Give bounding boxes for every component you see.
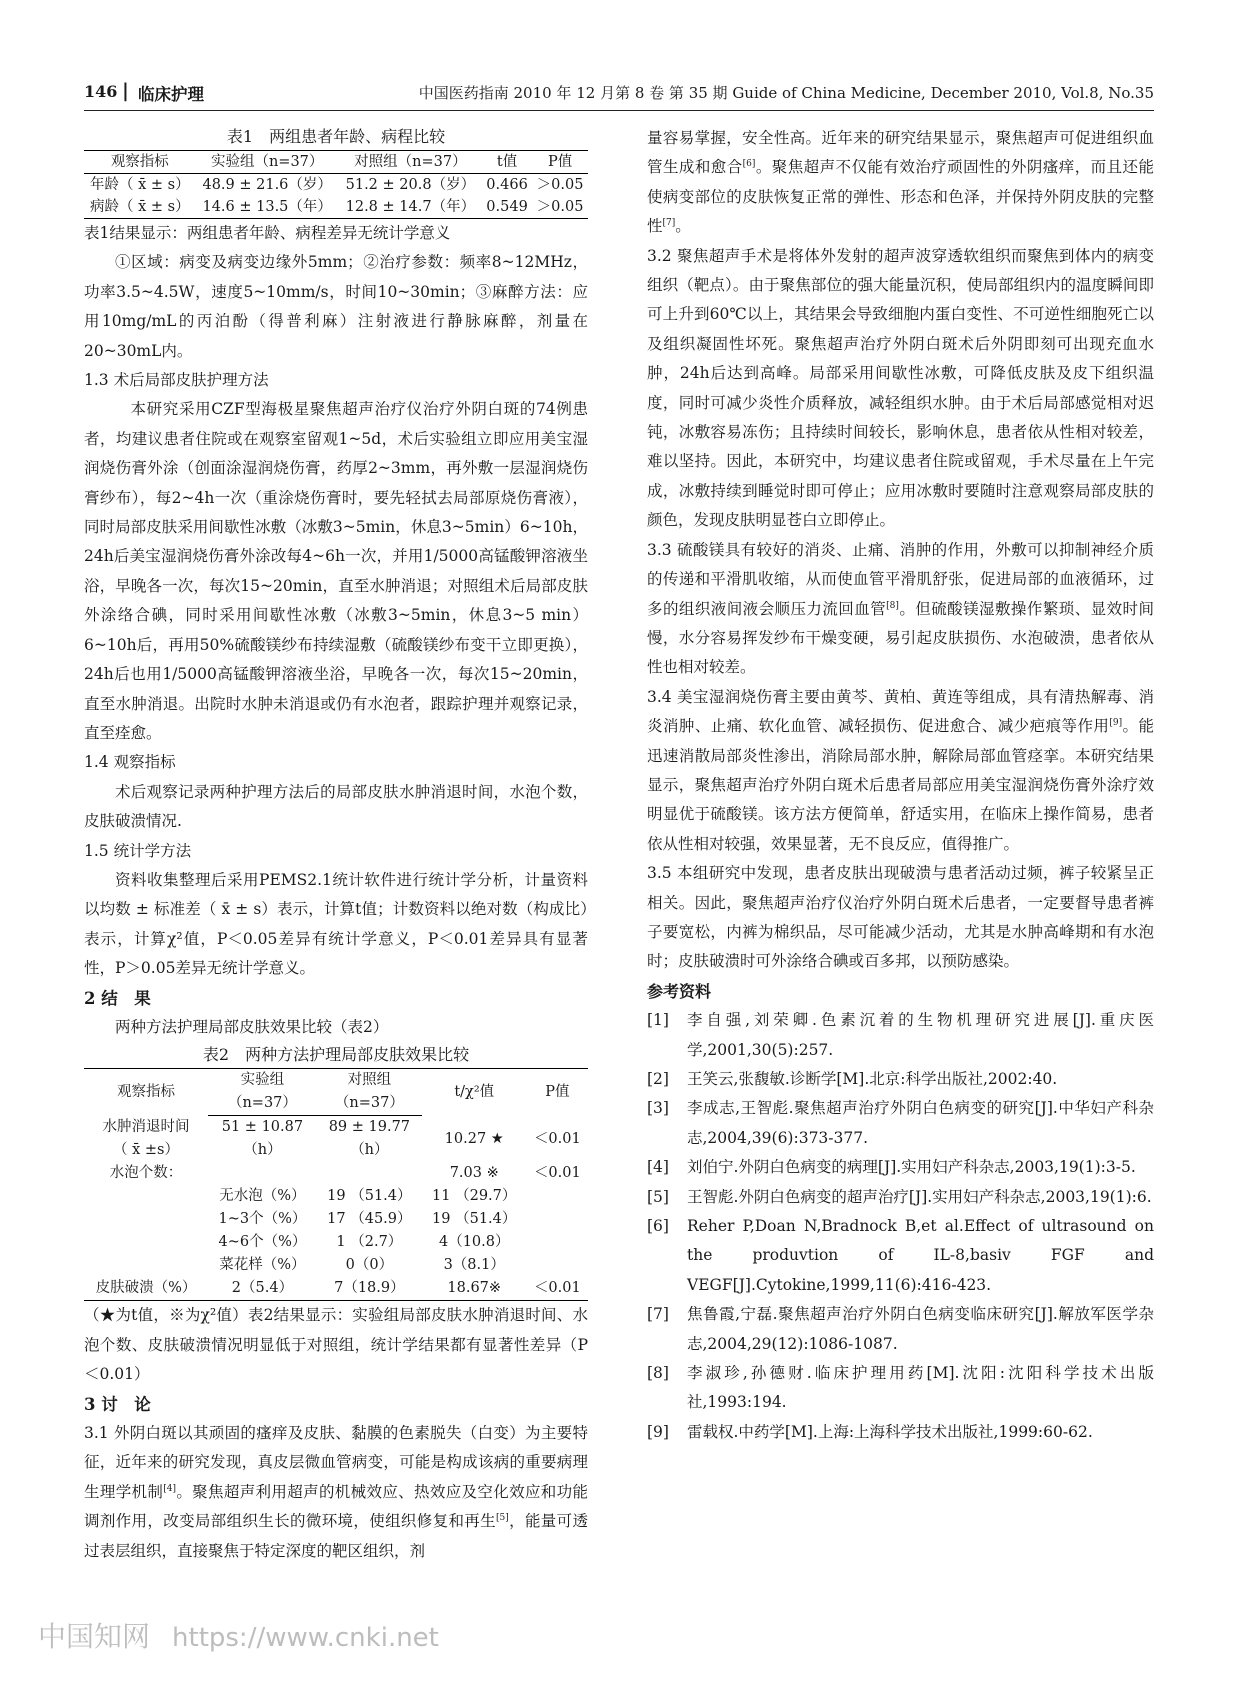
table2-cell bbox=[317, 1162, 422, 1185]
table2-cell bbox=[84, 1185, 208, 1208]
reference-item bbox=[647, 1065, 1154, 1094]
reference-text: 焦鲁霞,宁磊.聚焦超声治疗外阴白色病变临床研究[J].解放军医学杂志,2004,29(12):1086-1087. bbox=[687, 1305, 1154, 1353]
reference-text: 雷载权.中药学[M].上海:上海科学技术出版社,1999:60-62. bbox=[687, 1422, 1093, 1441]
table1-cell: 0.549 bbox=[482, 196, 532, 219]
table2-cell: ＜0.01 bbox=[533, 1130, 581, 1147]
table2-cell: 19 （51.4） bbox=[327, 1188, 412, 1205]
citation: [5] bbox=[496, 1513, 509, 1524]
table2-cell: 89 ± 19.77 bbox=[328, 1119, 411, 1136]
paragraph-3-1-cont bbox=[647, 124, 1154, 242]
table2-col-indicator: 观察指标 bbox=[84, 1069, 208, 1116]
table1-cell: 0.466 bbox=[486, 177, 528, 193]
reference-text: 刘伯宁.外阴白色病变的病理[J].实用妇产科杂志,2003,19(1):3-5. bbox=[687, 1158, 1136, 1177]
table2-cell: 水泡个数： bbox=[109, 1165, 183, 1182]
table1-col-3: t值 bbox=[482, 151, 532, 174]
table2-cell: 皮肤破溃（%） bbox=[84, 1277, 208, 1301]
table2-caption: 表2 两种方法护理局部皮肤效果比较 bbox=[202, 1045, 470, 1065]
table2-col-p: P值 bbox=[527, 1069, 588, 1116]
table1-cell: ＞0.05 bbox=[536, 177, 584, 193]
table2-cell: 1 （2.7） bbox=[336, 1234, 403, 1251]
table2-cell: 10.27 ★ bbox=[444, 1130, 504, 1147]
paragraph-1-3: 本研究采用CZF型海极星聚焦超声治疗仪治疗外阴白斑的74例患者，均建议患者住院或在观察室留观1~5d，术后实验组立即应用美宝湿润烧伤膏外涂（创面涂湿润烧伤膏，药厚2~3mm，再外敷一层湿润烧伤膏纱布），每2~4h一次（重涂烧伤膏时，要先轻拭去局部原烧伤膏液），同时局部皮肤采用间歇性冰敷（冰敷3~5min，休息3~5min）6~10h，24h后美宝湿润烧伤膏外涂改每4~6h一次，并用1/5000高锰酸钾溶液坐浴，早晚各一次，每次15~20min，直至水肿消退；对照组术后局部皮肤外涂络合碘，同时采用间歇性冰敷（冰敷3~5min，休息3~5 min）6~10h后，再用50%硫酸镁纱布持续湿敷（硫酸镁纱布变干立即更换），24h后也用1/5000高锰酸钾溶液坐浴，早晚各一次，每次15~20min，直至水肿消退。出院时水肿未消退或仍有水泡者，跟踪护理并观察记录，直至痊愈。 bbox=[84, 400, 588, 742]
table2-cell bbox=[527, 1185, 588, 1208]
text-run: 。聚焦超声不仅能有效治疗顽固性的外阴瘙痒，而且还能使病变部位的皮肤恢复正常的弹性、形态和色泽，并保持外阴皮肤的完整性 bbox=[647, 158, 1154, 236]
table2-cell bbox=[527, 1231, 588, 1254]
table2-note: （★为t值，※为χ²值）表2结果显示：实验组局部皮肤水肿消退时间、水泡个数、皮肤破溃情况明显低于对照组，统计学结果都有显著性差异（P＜0.01） bbox=[84, 1306, 588, 1384]
header-separator: | bbox=[122, 80, 129, 102]
table2-cell: 51 ± 10.87 bbox=[221, 1119, 304, 1136]
table1-caption: 表1 两组患者年龄、病程比较 bbox=[226, 127, 446, 146]
heading-1-3: 1.3 术后局部皮肤护理方法 bbox=[84, 371, 269, 390]
table1-cell: 年龄（ x̄ ± s） bbox=[90, 177, 190, 193]
table1-col-0: 观察指标 bbox=[84, 151, 196, 174]
table1-header-row bbox=[84, 151, 588, 174]
table1-note: 表1结果显示：两组患者年龄、病程差异无统计学意义 bbox=[84, 224, 451, 242]
text-run: 。能迅速消散局部炎性渗出，消除局部水肿，解除局部血管痉挛。本研究结果显示，聚焦超声治疗外阴白斑术后患者局部应用美宝湿润烧伤膏外涂疗效明显优于硫酸镁。该方法方便简单，舒适实用，在临床上操作简易，患者依从性相对较强，效果显著，无不良反应，值得推广。 bbox=[647, 717, 1154, 853]
page-number: 146 bbox=[84, 82, 118, 101]
paragraph-1-4: 术后观察记录两种护理方法后的局部皮肤水肿消退时间，水泡个数，皮肤破溃情况. bbox=[84, 782, 588, 831]
paragraph-3-4 bbox=[647, 683, 1154, 859]
reference-number: [6] bbox=[647, 1217, 669, 1236]
table1-col-1: 实验组（n=37） bbox=[196, 151, 339, 174]
text-run: 量容易掌握，安全性高。近年来的研究结果显示，聚焦超声可促进组织血管生成和愈合 bbox=[647, 129, 1154, 177]
table2-row bbox=[84, 1208, 588, 1231]
reference-text: Reher P,Doan N,Bradnock B,et al.Effect of ultrasound on the produvtion of IL-8,basiv FGF and VEGF[J].Cytokine,1999,11(6):416-423. bbox=[687, 1217, 1154, 1294]
table2-cell: （h） bbox=[350, 1142, 389, 1159]
cnki-watermark bbox=[38, 1615, 439, 1655]
reference-text: 王笑云,张馥敏.诊断学[M].北京:科学出版社,2002:40. bbox=[687, 1070, 1058, 1088]
table1-cell: 病龄（ x̄ ± s） bbox=[84, 196, 196, 219]
citation: [6] bbox=[742, 159, 756, 170]
table1 bbox=[84, 150, 588, 219]
table2-row bbox=[84, 1162, 588, 1185]
table2-cell: 菜花样（%） bbox=[219, 1257, 306, 1274]
table1-cell: 12.8 ± 14.7（年） bbox=[339, 196, 482, 219]
text-run: 。但硫酸镁湿敷操作繁琐、显效时间慢，水分容易挥发纱布干燥变硬，易引起皮肤损伤、水泡破溃，患者依从性也相对较差。 bbox=[647, 599, 1154, 677]
reference-number: [8] bbox=[647, 1364, 669, 1383]
table2-cell: 18.67※ bbox=[422, 1277, 527, 1301]
watermark-url[interactable]: https://www.cnki.net bbox=[172, 1623, 439, 1653]
table1-cell: ＞0.05 bbox=[532, 196, 588, 219]
reference-number: [1] bbox=[647, 1011, 669, 1030]
table1-cell: 14.6 ± 13.5（年） bbox=[196, 196, 339, 219]
table2-col-stat: t/χ²值 bbox=[422, 1069, 527, 1116]
table2-col-exp-n: （n=37） bbox=[208, 1092, 317, 1116]
heading-3-discussion: 3 讨 论 bbox=[84, 1394, 151, 1414]
table2-cell: 2（5.4） bbox=[208, 1277, 317, 1301]
table2-cell: 水肿消退时间 bbox=[102, 1119, 190, 1136]
reference-number: [4] bbox=[647, 1158, 669, 1177]
table2-cell: 4（10.8） bbox=[438, 1234, 510, 1251]
citation: [8] bbox=[886, 600, 899, 611]
table2-cell bbox=[208, 1162, 317, 1185]
heading-1-5: 1.5 统计学方法 bbox=[84, 841, 192, 860]
table1-row bbox=[84, 196, 588, 219]
table2-cell: 7（18.9） bbox=[317, 1277, 422, 1301]
table2-cell bbox=[84, 1208, 208, 1231]
reference-text: 李淑珍,孙德财.临床护理用药[M].沈阳:沈阳科学技术出版社,1993:194. bbox=[687, 1364, 1154, 1412]
reference-item bbox=[647, 1153, 1154, 1182]
table2-row bbox=[84, 1231, 588, 1254]
left-column bbox=[84, 124, 588, 1566]
text-run: 3.1 外阴白斑以其顽固的瘙痒及皮肤、黏膜的色素脱失（白变）为主要特征，近年来的研究发现，真皮层微血管病变，可能是构成该病的重要病理生理学机制 bbox=[84, 1424, 588, 1501]
table2-cell bbox=[84, 1254, 208, 1277]
table2-cell bbox=[84, 1231, 208, 1254]
table2-cell: （h） bbox=[243, 1142, 282, 1159]
paragraph-1-5: 资料收集整理后采用PEMS2.1统计软件进行统计学分析，计量资料以均数 ± 标准差（ x̄ ± s）表示，计算t值；计数资料以绝对数（构成比）表示，计算χ²值，P＜0.05差异有统计学意义，P＜0.01差异具有显著性，P＞0.05差异无统计学意义。 bbox=[84, 870, 588, 978]
table2-cell: 17 （45.9） bbox=[327, 1211, 412, 1228]
reference-number: [5] bbox=[647, 1187, 669, 1206]
heading-1-4: 1.4 观察指标 bbox=[84, 753, 176, 772]
reference-number: [3] bbox=[647, 1099, 669, 1118]
section-title: 临床护理 bbox=[138, 85, 204, 104]
table2-col-exp: 实验组 bbox=[208, 1069, 317, 1093]
citation: [7] bbox=[662, 218, 676, 229]
reference-item bbox=[647, 1094, 1154, 1153]
table1-col-2: 对照组（n=37） bbox=[339, 151, 482, 174]
references-title: 参考资料 bbox=[647, 981, 712, 1001]
reference-text: 李成志,王智彪.聚焦超声治疗外阴白色病变的研究[J].中华妇产科杂志,2004,39(6):373-377. bbox=[687, 1099, 1154, 1147]
table2-col-ctl-n: （n=37） bbox=[317, 1092, 422, 1116]
paragraph-3-5: 3.5 本组研究中发现，患者皮肤出现破溃与患者活动过频，裤子较紧呈正相关。因此，聚焦超声治疗仪治疗外阴白斑术后患者，一定要督导患者裤子要宽松，内裤为棉织品，尽可能减少活动，尤其是水肿高峰期和有水泡时；皮肤破溃时可外涂络合碘或百多邦，以预防感染。 bbox=[647, 864, 1154, 971]
params-paragraph: ①区域：病变及病变边缘外5mm；②治疗参数：频率8~12MHz，功率3.5~4.5W，速度5~10mm/s，时间10~30min；③麻醉方法：应用10mg/mL的丙泊酚（得普利麻）注射液进行静脉麻醉，剂量在20~30mL内。 bbox=[84, 253, 588, 360]
reference-number: [9] bbox=[647, 1422, 669, 1441]
reference-text: 王智彪.外阴白色病变的超声治疗[J].实用妇产科杂志,2003,19(1):6. bbox=[687, 1187, 1152, 1206]
table2-header-row bbox=[84, 1069, 588, 1093]
paragraph-3-1 bbox=[84, 1419, 588, 1566]
citation: [9] bbox=[1109, 717, 1123, 728]
table2-row bbox=[84, 1277, 588, 1301]
text-run: 3.4 美宝湿润烧伤膏主要由黄芩、黄柏、黄连等组成，具有清热解毒、消炎消肿、止痛、软化血管、减轻损伤、促进愈合、减少疤痕等作用 bbox=[647, 687, 1154, 736]
citation: [4] bbox=[163, 1483, 176, 1494]
table1-cell: 51.2 ± 20.8（岁） bbox=[345, 177, 476, 193]
watermark-logo-text: 中国知网 bbox=[38, 1620, 151, 1653]
text-run: ，能量可透过表层组织，直接聚焦于特定深度的靶区组织，剂 bbox=[84, 1512, 588, 1560]
table2-cell: 7.03 ※ bbox=[449, 1165, 499, 1182]
table2-cell: 19 （51.4） bbox=[432, 1211, 517, 1228]
text-run: 3.3 硫酸镁具有较好的消炎、止痛、消肿的作用，外敷可以抑制神经介质的传递和平滑肌收缩，从而使血管平滑肌舒张，促进局部的血液循环，过多的组织液间液会顺压力流回血管 bbox=[647, 540, 1154, 618]
journal-info: 中国医药指南 2010 年 12 月第 8 卷 第 35 期 Guide of China Medicine, December 2010, Vol.8, No.35 bbox=[418, 84, 1154, 102]
table2-cell: ＜0.01 bbox=[527, 1277, 588, 1301]
running-header bbox=[84, 80, 1154, 111]
table1-row bbox=[84, 174, 588, 197]
paragraph-2: 两种方法护理局部皮肤效果比较（表2） bbox=[115, 1017, 389, 1036]
reference-item bbox=[647, 1418, 1154, 1447]
table2-cell: 11 （29.7） bbox=[432, 1188, 517, 1205]
table2-cell: （ x̄ ±s） bbox=[112, 1142, 179, 1159]
reference-number: [7] bbox=[647, 1305, 669, 1324]
table2-cell bbox=[527, 1208, 588, 1231]
reference-item bbox=[647, 1006, 1154, 1065]
reference-item bbox=[647, 1300, 1154, 1359]
table2-row bbox=[84, 1254, 588, 1277]
table2-row bbox=[84, 1185, 588, 1208]
table2-cell: 无水泡（%） bbox=[219, 1188, 306, 1205]
table2-cell: 1~3个（%） bbox=[218, 1211, 307, 1228]
reference-text: 李自强,刘荣卿.色素沉着的生物机理研究进展[J].重庆医学,2001,30(5):257. bbox=[687, 1011, 1154, 1059]
table2 bbox=[84, 1068, 588, 1301]
table2-row bbox=[84, 1116, 588, 1140]
table2-cell: 4~6个（%） bbox=[218, 1234, 307, 1251]
table2-cell: ＜0.01 bbox=[533, 1165, 581, 1182]
table2-cell: 3（8.1） bbox=[443, 1257, 505, 1274]
right-column bbox=[647, 124, 1154, 1447]
paragraph-3-3 bbox=[647, 536, 1154, 683]
paragraph-3-2: 3.2 聚焦超声手术是将体外发射的超声波穿透软组织而聚焦到体内的病变组织（靶点）。由于聚焦部位的强大能量沉积，使局部组织内的温度瞬间即可上升到60℃以上，其结果会导致细胞内蛋白变性、不可逆性细胞死亡以及组织凝固性坏死。聚焦超声治疗外阴白斑术后外阴即刻可出现充血水肿，24h后达到高峰。局部采用间歇性冰敷，可降低皮肤及皮下组织温度，同时可减少炎性介质释放，减轻组织水肿。由于术后局部感觉相对迟钝，冰敷容易冻伤；且持续时间较长，影响休息，患者依从性相对较差，难以坚持。因此，本研究中，均建议患者住院或留观，手术尽量在上午完成，冰敷持续到睡觉时即可停止；应用冰敷时要随时注意观察局部皮肤的颜色，发现皮肤明显苍白立即停止。 bbox=[647, 246, 1154, 530]
reference-number: [2] bbox=[647, 1070, 669, 1088]
text-run: 。聚焦超声利用超声的机械效应、热效应及空化效应和功能调剂作用，改变局部组织生长的微环境，使组织修复和再生 bbox=[84, 1482, 588, 1531]
table2-col-ctl: 对照组 bbox=[317, 1069, 422, 1093]
table2-cell bbox=[527, 1254, 588, 1277]
table2-cell: 0（0） bbox=[345, 1257, 394, 1274]
heading-2-results: 2 结 果 bbox=[84, 988, 151, 1008]
reference-item bbox=[647, 1183, 1154, 1212]
reference-item bbox=[647, 1359, 1154, 1418]
table1-cell: 48.9 ± 21.6（岁） bbox=[202, 177, 332, 193]
text-run: 。 bbox=[675, 217, 691, 236]
reference-item bbox=[647, 1212, 1154, 1300]
table1-col-4: P值 bbox=[532, 151, 588, 174]
